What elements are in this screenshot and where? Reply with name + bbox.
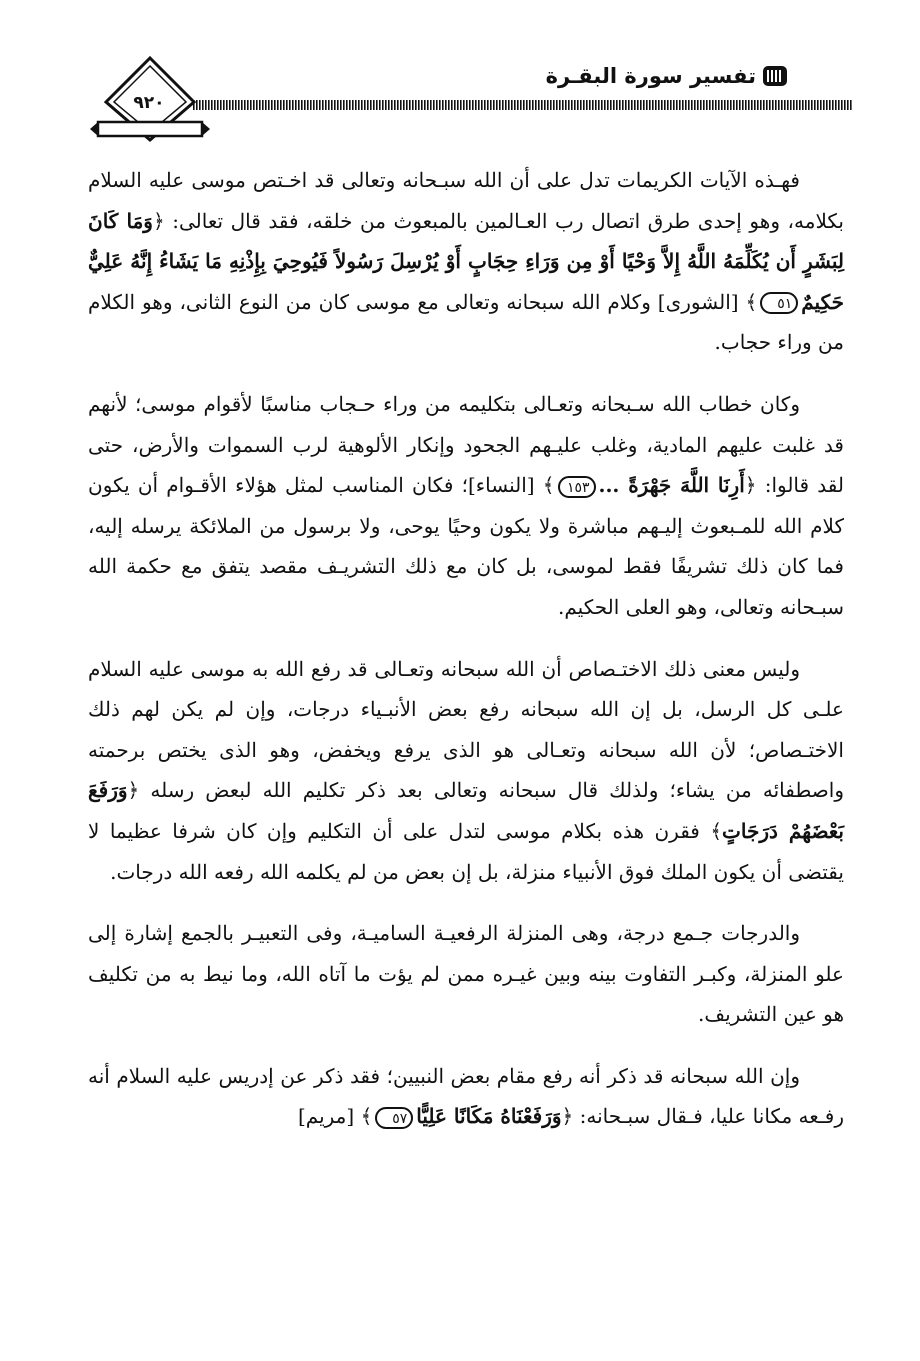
- body-text: وكان خطاب الله سـبحانه وتعـالى بتكليمه من وراء حـجاب مناسبًا لأقوام موسى؛ لأنهم قد غلبت عليهم المادية، وغلب عليـهم الجحود وإنكار الألوهية لرب السموات والأرض، حتى لقد قالوا:: [88, 391, 844, 498]
- paragraph: [88, 160, 844, 363]
- verse-bracket: ﴿: [152, 208, 165, 233]
- verse-number: ٥١: [760, 292, 798, 314]
- body-text: وليس معنى ذلك الاختـصاص أن الله سبحانه وتعـالى قد رفع الله به موسى عليه السلام علـى كل الرسل، بل إن الله سبحانه رفع بعض الأنبـياء درجات، وإن لم يكن لهم ذلك الاختـصاص؛ لأن الله سبحانه وتعـالى هو الذى يرفع ويخفض، وهو الذى يختص برحمته واصطفائه من يشاء؛ ولذلك قال سبحانه وتعالى بعد ذكر تكليم الله لبعض رسله: [88, 656, 844, 803]
- running-header: [88, 40, 852, 150]
- paragraph: [88, 1056, 844, 1137]
- quran-verse: وَرَفَعْنَاهُ مَكَانًا عَلِيًّا: [416, 1104, 562, 1129]
- paragraph: [88, 913, 844, 1035]
- verse-bracket: ﴿: [744, 473, 757, 498]
- page-number: ٩٢٠: [133, 93, 165, 113]
- verse-bracket: ﴾: [710, 818, 723, 843]
- page-body: [88, 160, 844, 1158]
- paragraph: [88, 384, 844, 628]
- verse-bracket: ﴿: [561, 1104, 574, 1129]
- quran-verse: وَرَفَعَ بَعْضَهُمْ دَرَجَاتٍ: [88, 778, 845, 843]
- body-text: فهـذه الآيات الكريمات تدل على أن الله سبـحانه وتعالى قد اخـتص موسى عليه السلام بكلامه، وهو إحدى طرق اتصال رب العـالمين بالمبعوث من خلقه، فقد قال تعالى:: [88, 168, 844, 233]
- paragraph: [88, 649, 844, 893]
- body-text: فقرن هذه بكلام موسى لتدل على أن التكليم وإن كان شرفا عظيما لا يقتضى أن يكون الملك فوق الأنبياء منزلة، بل إن بعض من لم يكلمه الله رفعه الله درجات.: [88, 818, 844, 884]
- ornament-icon: [762, 64, 788, 88]
- body-text: وإن الله سبحانه قد ذكر أنه رفع مقام بعض النبيين؛ فقد ذكر عن إدريس عليه السلام أنه رفـعه مكانا عليا، فـقال سبـحانه:: [88, 1063, 844, 1129]
- hatched-rule: [192, 100, 852, 110]
- verse-bracket: ﴾: [745, 289, 758, 314]
- body-text: والدرجات جـمع درجة، وهى المنزلة الرفعيـة الساميـة، وفى التعبيـر بالجمع إشارة إلى علو المنزلة، وكبـر التفاوت بينه وبين غيـره ممن لم يؤت ما آتاه الله، وما نيط به من تكليف هو عين التشريف.: [88, 921, 844, 1027]
- body-text: [مريم]: [297, 1104, 361, 1129]
- running-title: تفسير سورة البقـرة: [545, 64, 756, 88]
- verse-bracket: ﴾: [360, 1104, 373, 1129]
- verse-bracket: ﴿: [127, 778, 140, 803]
- quran-verse: أَرِنَا اللَّهَ جَهْرَةً ...: [598, 473, 745, 498]
- body-text: [النساء]؛ فكان المناسب لمثل هؤلاء الأقـوام أن يكون كلام الله للمـبعوث إليـهم مباشرة ولا يكون وحيًا يوحى، ولا برسول من الملائكة يرسله إليه، فما كان ذلك تشريفًا فقط لموسى، بل كان مع ذلك التشريـف مقصد يتفق مع حكمة الله سبـحانه وتعالى، وهو العلى الحكيم.: [88, 473, 844, 619]
- header-rule-ornament: [88, 40, 852, 150]
- body-text: [الشورى] وكلام الله سبحانه وتعالى مع موسى كان من النوع الثانى، وهو الكلام من وراء حجاب.: [88, 289, 844, 355]
- quran-verse: وَمَا كَانَ لِبَشَرٍ أَن يُكَلِّمَهُ اللَّهُ إِلاَّ وَحْيًا أَوْ مِن وَرَاءِ حِجَابٍ أَوْ يُرْسِلَ رَسُولاً فَيُوحِيَ بِإِذْنِهِ مَا يَشَاءُ إِنَّهُ عَلِيٌّ حَكِيمٌ: [88, 208, 844, 314]
- verse-number: ٥٧: [375, 1107, 413, 1129]
- verse-bracket: ﴾: [542, 473, 555, 498]
- verse-number: ١٥٣: [558, 476, 596, 498]
